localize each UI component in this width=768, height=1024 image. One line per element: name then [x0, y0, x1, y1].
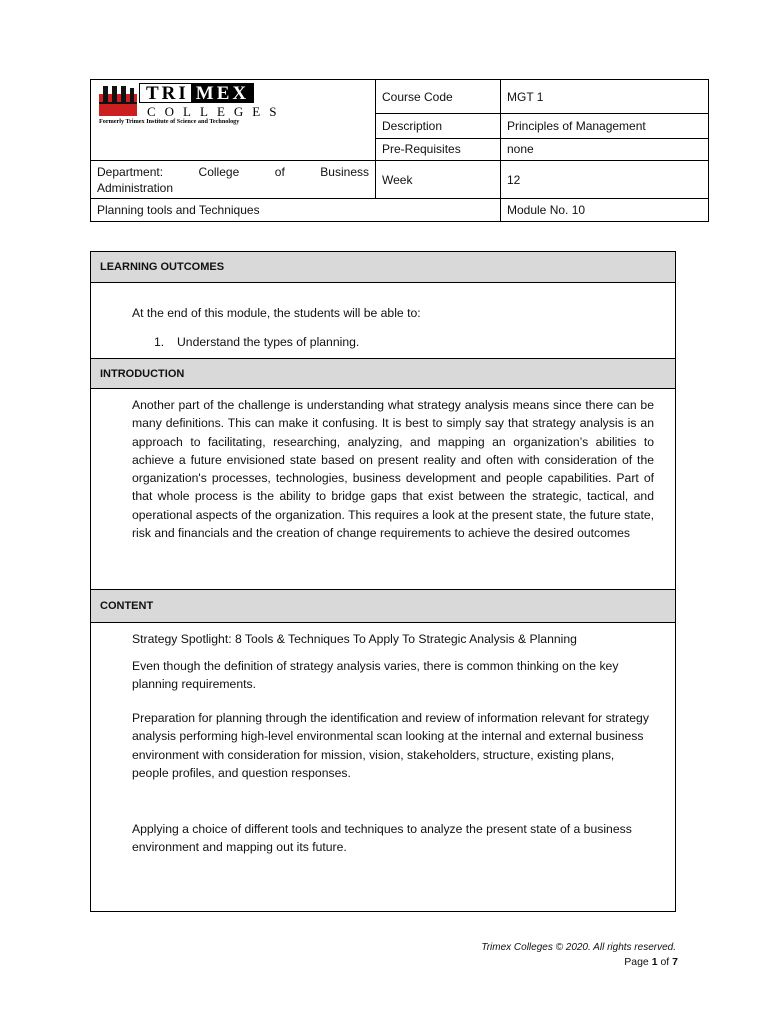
outcome-item-text: Understand the types of planning. — [177, 335, 360, 349]
outcome-item-number: 1. — [154, 335, 165, 349]
introduction-text: Another part of the challenge is understanding what strategy analysis means since there can be many definitions. This can make it confusing. It is best to simply say that strategy analysis is an approach to facilitating, researching, analyzing, and mapping an organization’s abilities to achieve a future envisioned state based on present reality and often with consideration of the organization's processes, technologies, business development and people capabilities. Part of that whole process is the ability to bridge gaps that exist between the strategic, tactical, and operational aspects of the organization. This requires a look at the present state, the future state, risk and financials and the creation of change requirements to achieve the desired outcomes — [132, 398, 654, 541]
factory-logo-icon — [99, 86, 137, 116]
description-label: Description — [376, 114, 501, 138]
module-number: Module No. 10 — [501, 199, 709, 222]
course-header-table — [90, 79, 709, 222]
introduction-heading: INTRODUCTION — [91, 358, 675, 389]
department-cell — [91, 161, 376, 199]
topic-title: Planning tools and Techniques — [91, 199, 501, 222]
department-word-1: College — [198, 164, 240, 179]
department-word-4: Administration — [97, 180, 174, 195]
page-of: of — [660, 956, 670, 968]
learning-outcomes-heading: LEARNING OUTCOMES — [91, 252, 675, 283]
brand-right: MEX — [192, 83, 254, 103]
description-value: Principles of Management — [501, 114, 709, 138]
course-code-value: MGT 1 — [501, 80, 709, 114]
course-code-label: Course Code — [376, 80, 501, 114]
page-current: 1 — [651, 956, 658, 968]
department-word-3: Business — [320, 164, 369, 179]
brand-wordmark — [139, 83, 254, 103]
prereq-value: none — [501, 138, 709, 160]
page-word: Page — [624, 956, 649, 968]
content-paragraph-2: Preparation for planning through the identification and review of information relevant for strategy analysis performing high-level environmental scan looking at the internal and external business environment with consideration for mission, vision, stakeholders, structure, existing plans, people profiles, and question responses. — [132, 711, 649, 780]
prereq-label: Pre-Requisites — [376, 138, 501, 160]
trimex-logo — [91, 80, 375, 160]
week-value: 12 — [501, 161, 709, 199]
department-word-2: of — [274, 164, 285, 179]
module-content-box — [90, 251, 676, 912]
brand-left: TRI — [139, 83, 192, 103]
brand-subtitle: COLLEGES — [147, 104, 286, 119]
page-total: 7 — [672, 956, 678, 968]
department-label: Department: — [97, 164, 164, 179]
content-paragraph-3: Applying a choice of different tools and techniques to analyze the present state of a business environment and mapping out its future. — [132, 822, 632, 855]
content-title: Strategy Spotlight: 8 Tools & Techniques To Apply To Strategic Analysis & Planning — [132, 632, 577, 646]
week-label: Week — [376, 161, 501, 199]
content-paragraph-1: Even though the definition of strategy analysis varies, there is common thinking on the key planning requirements. — [132, 659, 619, 692]
learning-outcomes-intro: At the end of this module, the students will be able to: — [132, 306, 421, 320]
logo-cell — [91, 80, 376, 161]
content-heading: CONTENT — [91, 589, 675, 623]
page-number — [624, 956, 678, 968]
brand-tagline: Formerly Trimex Institute of Science and Technology — [99, 118, 240, 125]
copyright-notice: Trimex Colleges © 2020. All rights reserved. — [481, 942, 676, 953]
